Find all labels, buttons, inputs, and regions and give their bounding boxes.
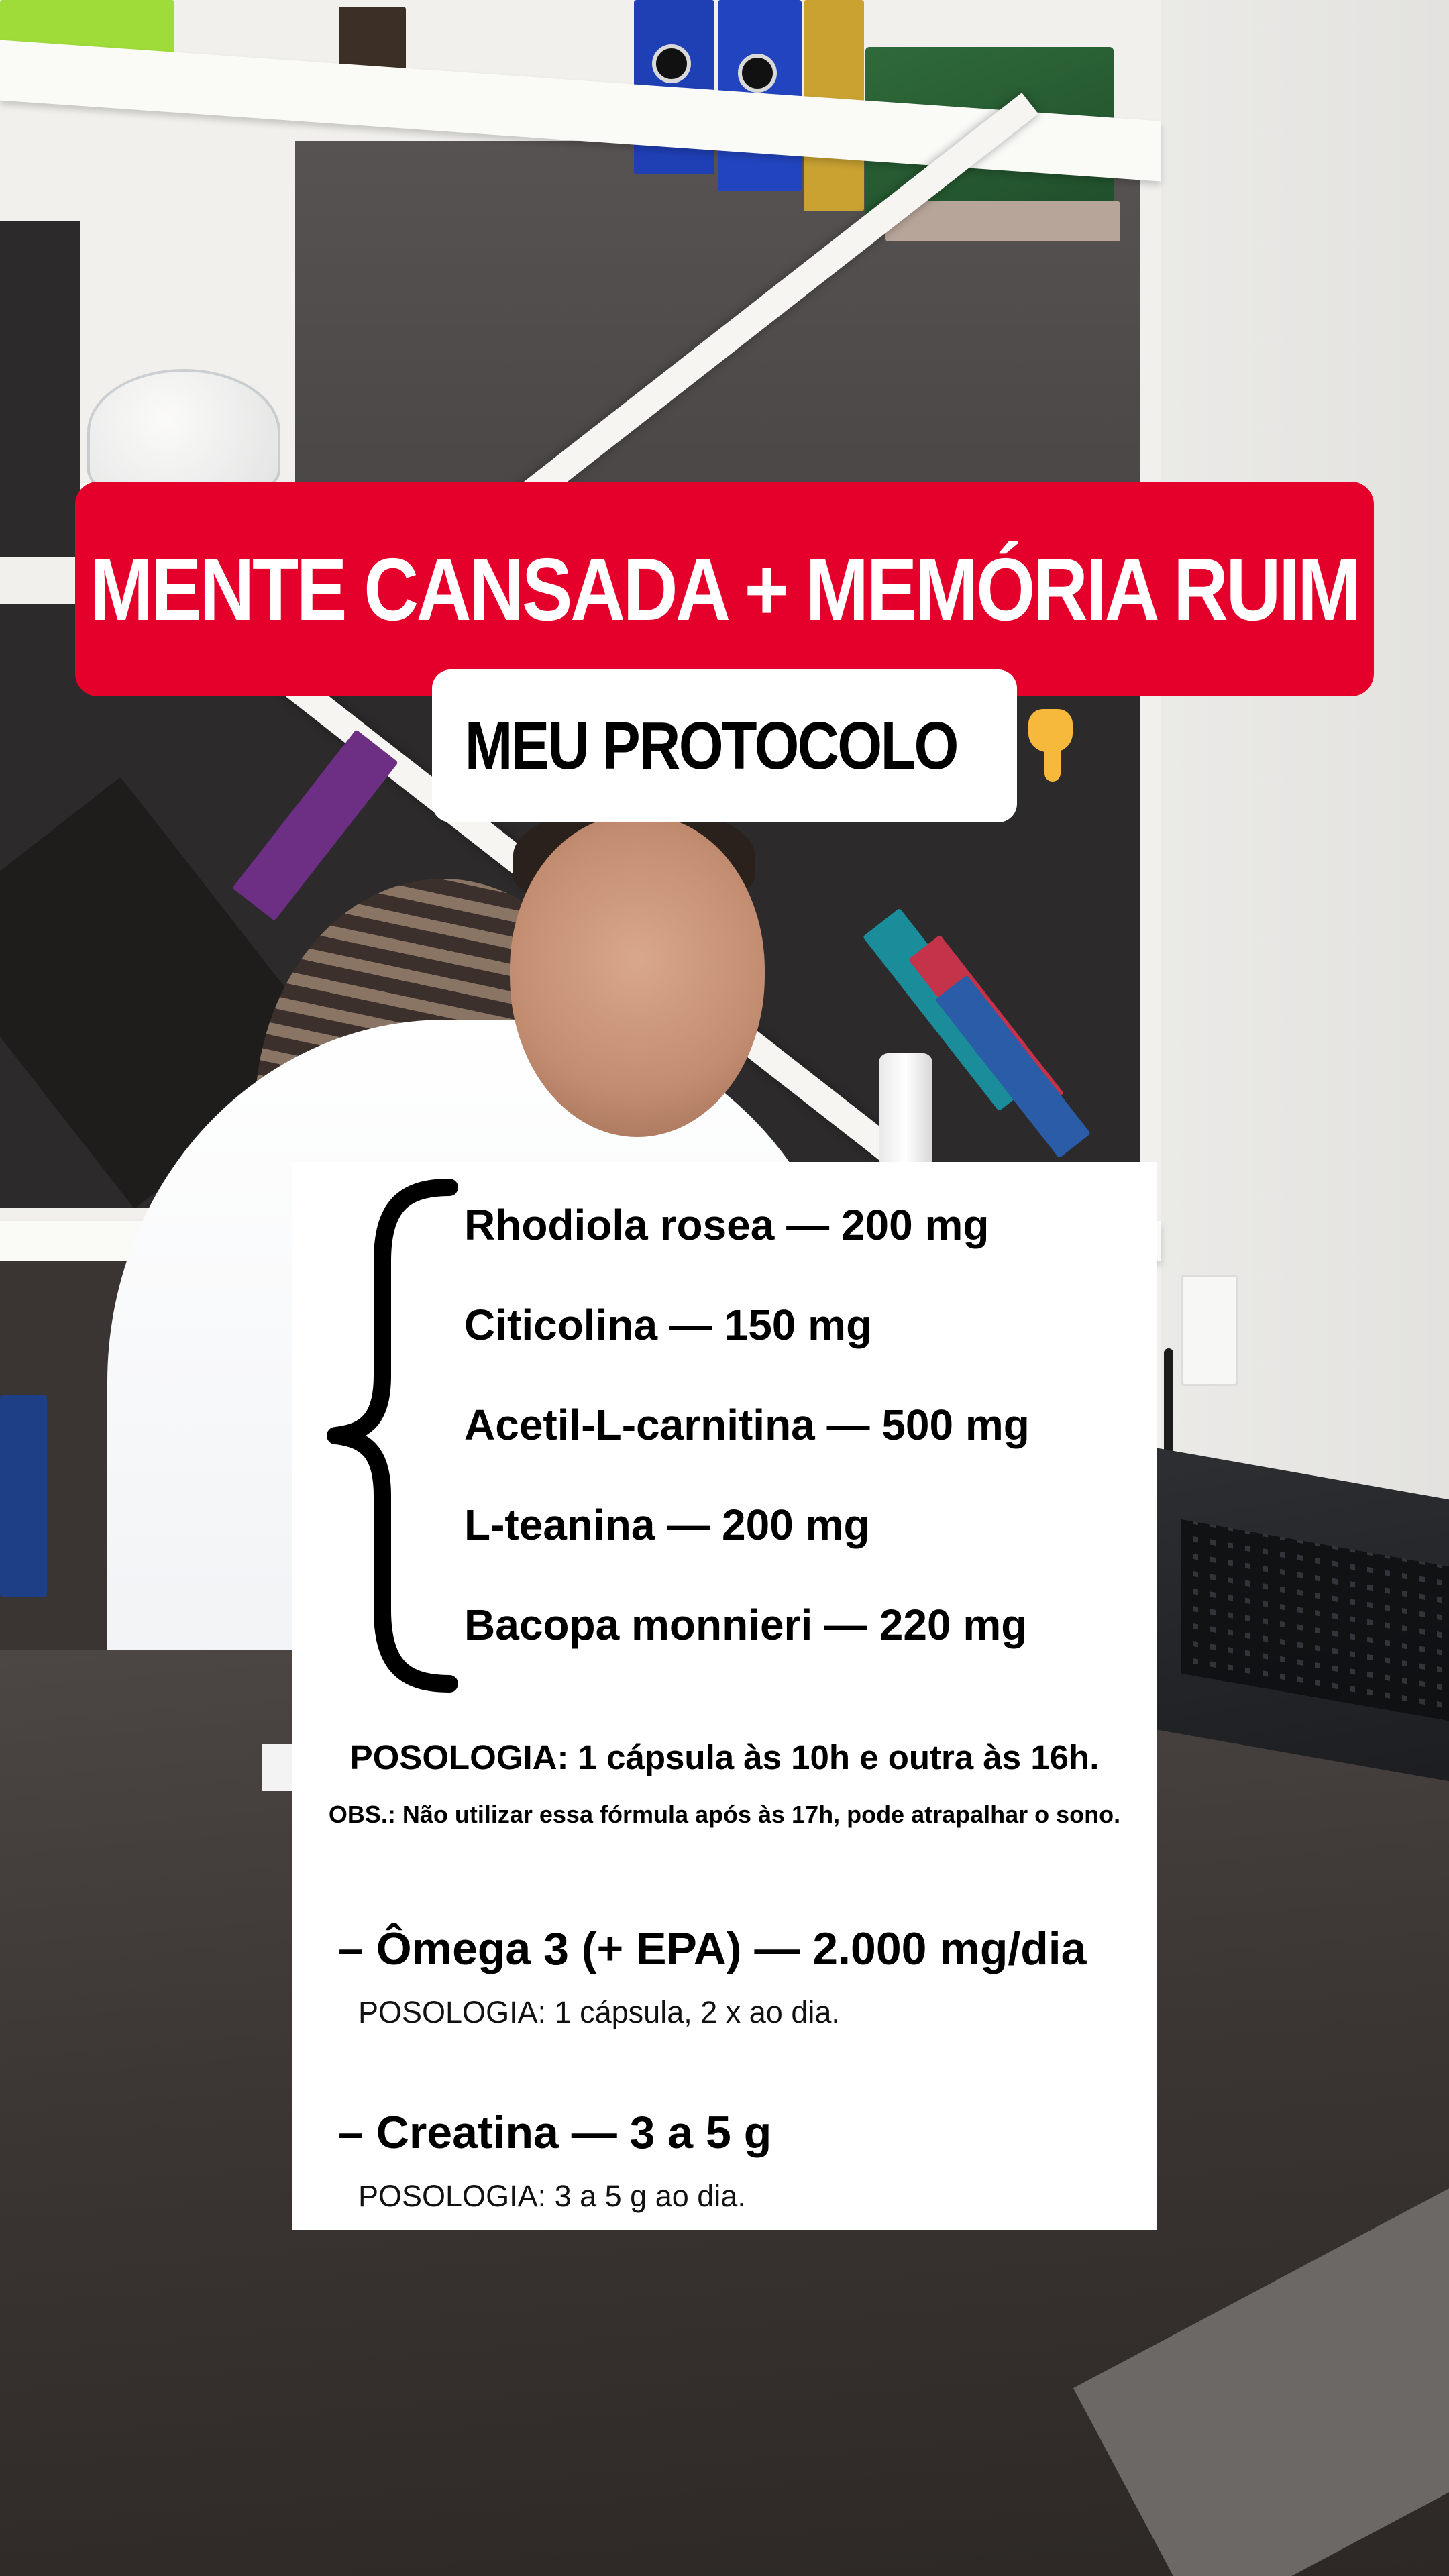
ingredient-list <box>464 1194 1030 1694</box>
subtitle-pill <box>432 669 1017 822</box>
book <box>885 201 1120 241</box>
ingredient-item: Rhodiola rosea — 200 mg <box>464 1201 989 1249</box>
shelf-cubby <box>0 221 80 557</box>
ingredient-item: Citicolina — 150 mg <box>464 1301 873 1349</box>
formula-obs: OBS.: Não utilizar essa fórmula após às 17h, pode atrapalhar o sono. <box>328 1801 1121 1828</box>
ingredient-item: Acetil-L-carnitina — 500 mg <box>464 1401 1030 1449</box>
curly-brace-icon <box>322 1174 470 1697</box>
title-banner <box>75 482 1374 696</box>
formula-posology: POSOLOGIA: 1 cápsula às 10h e outra às 16h. <box>350 1738 1099 1776</box>
supplement-name: – Creatina — 3 a 5 g <box>338 2107 772 2158</box>
supplement-posology: POSOLOGIA: 1 cápsula, 2 x ao dia. <box>358 1995 840 2029</box>
supplement-name: – Ômega 3 (+ EPA) — 2.000 mg/dia <box>338 1923 1087 1974</box>
ingredient-item: Bacopa monnieri — 220 mg <box>464 1601 1028 1649</box>
subtitle-text: MEU PROTOCOLO <box>464 708 958 784</box>
binder-hole-icon <box>652 44 691 83</box>
supplement-bottle <box>879 1053 932 1167</box>
supplement-posology: POSOLOGIA: 3 a 5 g ao dia. <box>358 2179 746 2213</box>
wall-outlet <box>1181 1275 1238 1386</box>
ingredient-item: L-teanina — 200 mg <box>464 1501 870 1549</box>
picture-frame <box>0 1395 47 1597</box>
banner-title: MENTE CANSADA + MEMÓRIA RUIM <box>90 539 1359 639</box>
person-head <box>510 815 765 1137</box>
glass-jar <box>87 369 280 495</box>
binder-hole-icon <box>738 54 777 93</box>
